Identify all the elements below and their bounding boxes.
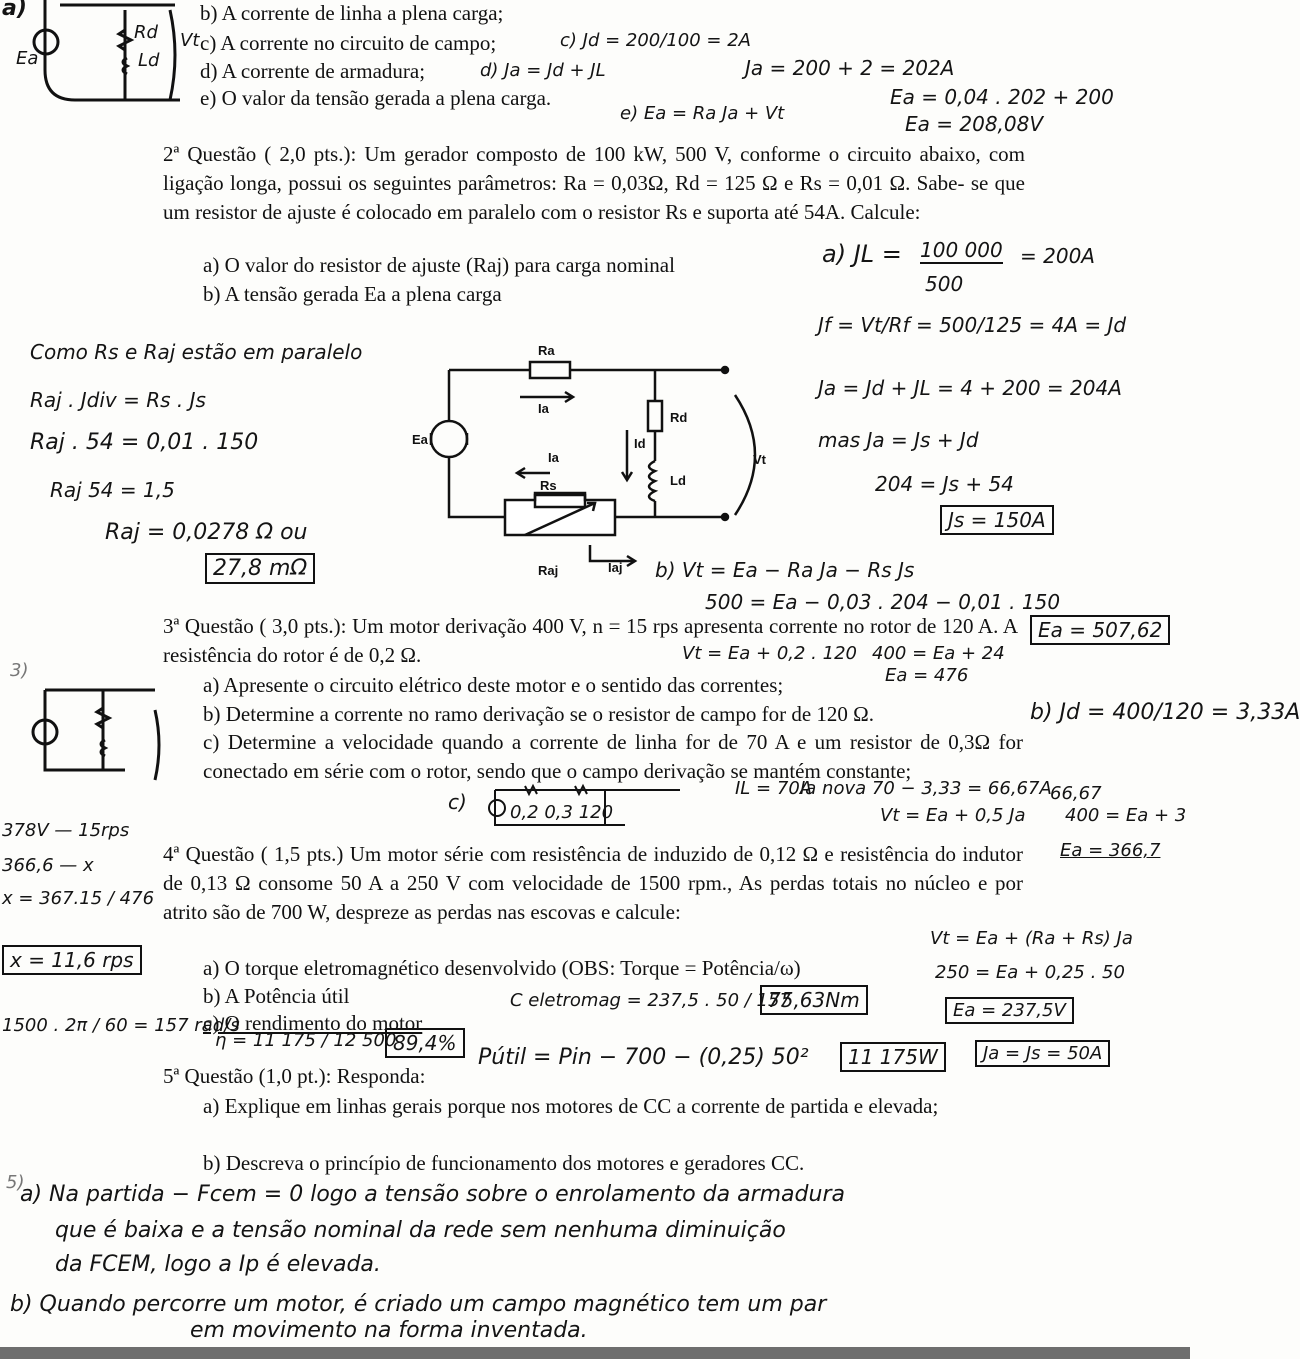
q3-hand-c-667: 66,67 xyxy=(1050,783,1102,804)
q1-hand-e-result: Ea = 208,08V xyxy=(905,112,1044,136)
q2-hand-b2: 500 = Ea − 0,03 . 204 − 0,01 . 150 xyxy=(705,590,1061,614)
q3-item-a: a) Apresente o circuito elétrico deste motor e o sentido das correntes; xyxy=(203,673,784,697)
q1-diagram-ea-label: Ea xyxy=(16,48,39,69)
q2-statement: 2ª Questão ( 2,0 pts.): Um gerador composto de 100 kW, 500 V, conforme o circuito abaixo, com ligação longa, possui os seguintes parâmetros: Ra = 0,03Ω, Rd = 125 Ω e Rs = 0,01 Ω. Sabe- se que um resistor de ajuste é colocado em paralelo com o resistor Rs e suporta até 54A. Calcule: xyxy=(163,142,1025,224)
q2-hand-mas: mas Ja = Js + Jd xyxy=(818,428,979,452)
q5-item-a: a) Explique em linhas gerais porque nos motores de CC a corrente de partida e elevada; xyxy=(203,1094,939,1118)
q4-hand-ja-box: Ja = Js = 50A xyxy=(975,1040,1110,1067)
q4-hand-putil: Pútil = Pin − 700 − (0,25) 50² xyxy=(478,1045,809,1070)
q2-label-rs: Rs xyxy=(540,478,557,493)
q2-label-id: Id xyxy=(634,436,646,451)
q3-item-b: b) Determine a corrente no ramo derivação se o resistor de campo for de 120 Ω. xyxy=(203,702,875,726)
q5-hand-num: 5) xyxy=(6,1172,25,1193)
q2-hand-a-label: a) JL = xyxy=(822,240,902,268)
q1-hand-d: d) Ja = Jd + JL xyxy=(480,60,606,81)
q3-hand-left-2: 366,6 — x xyxy=(2,855,94,876)
q2-hand-jf: Jf = Vt/Rf = 500/125 = 4A = Jd xyxy=(818,313,1127,337)
q3-hand-eq1: Vt = Ea + 0,2 . 120 xyxy=(682,643,857,664)
q4-item-b: b) A Potência útil xyxy=(203,984,350,1008)
q4-hand-eq: 250 = Ea + 0,25 . 50 xyxy=(935,962,1125,983)
q1-diagram-ld-label: Ld xyxy=(138,50,160,71)
q1-hand-e: e) Ea = Ra Ja + Vt xyxy=(620,103,785,124)
q5-hand-b1: b) Quando percorre um motor, é criado um campo magnético tem um par xyxy=(10,1292,827,1317)
q4-hand-eta-box: 89,4% xyxy=(385,1028,465,1058)
q3-handdrawn-circuit xyxy=(15,670,175,780)
q2-hand-a-result: = 200A xyxy=(1020,244,1095,268)
q2-hand-js-box: Js = 150A xyxy=(940,505,1054,535)
q2-item-a: a) O valor do resistor de ajuste (Raj) para carga nominal xyxy=(203,253,675,277)
q3-hand-b: b) Jd = 400/120 = 3,33A xyxy=(1030,700,1300,725)
q1-hand-c: c) Jd = 200/100 = 2A xyxy=(560,30,751,51)
q3-hand-left-3: x = 367.15 / 476 xyxy=(2,888,155,909)
q4-hand-vt: Vt = Ea + (Ra + Rs) Ja xyxy=(930,928,1133,949)
q2-hand-b1: b) Vt = Ea − Ra Ja − Rs Js xyxy=(655,558,915,582)
q4-hand-torque: C eletromag = 237,5 . 50 / 157 xyxy=(510,990,791,1011)
q4-hand-eta: η = 11 175 / 12 500 xyxy=(215,1030,397,1051)
q3-hand-c-values: 0,2 0,3 120 xyxy=(510,802,614,823)
q2-label-ra: Ra xyxy=(538,343,555,358)
q3-hand-eq2: 400 = Ea + 24 xyxy=(872,643,1005,664)
q3-hand-eq3: Ea = 476 xyxy=(885,665,969,686)
q3-hand-left-box: x = 11,6 rps xyxy=(2,945,142,975)
q1-item-e: e) O valor da tensão gerada a plena carga. xyxy=(200,86,552,110)
q4-hand-ea-box: Ea = 237,5V xyxy=(945,997,1074,1024)
q1-diagram-vt-label: Vt xyxy=(180,30,200,51)
q2-circuit-diagram xyxy=(405,335,785,585)
q2-hand-left-4: Raj 54 = 1,5 xyxy=(50,478,175,502)
q4-item-c: c) O rendimento do motor xyxy=(203,1011,423,1035)
q4-statement: 4ª Questão ( 1,5 pts.) Um motor série com resistência de induzido de 0,12 Ω e resistência do indutor de 0,13 Ω consome 50 A a 250 V com velocidade de 1500 rpm., As perdas totais no núcleo e por atrito são de 700 W, despreze as perdas nas escovas e calcule: xyxy=(163,842,1023,924)
scan-bottom-edge xyxy=(0,1347,1190,1359)
q2-label-ia-mid: Ia xyxy=(548,450,559,465)
q3-statement: 3ª Questão ( 3,0 pts.): Um motor derivação 400 V, n = 15 rps apresenta corrente no rotor de 120 A. A resistência do rotor é de 0,2 Ω. xyxy=(163,614,1018,667)
q3-hand-c-ea: Ea = 366,7 xyxy=(1060,840,1161,861)
q4-hand-putil-box: 11 175W xyxy=(840,1042,946,1072)
q3-hand-c-ia: Ia nova 70 − 3,33 = 66,67A xyxy=(800,778,1052,799)
q1-diagram-a-label: a) xyxy=(2,0,27,21)
q2-hand-a-den: 500 xyxy=(925,272,964,296)
q1-hand-d-result: Ja = 200 + 2 = 202A xyxy=(745,56,955,80)
q4-hand-torque-box: 75,63Nm xyxy=(760,985,868,1015)
q2-hand-left-3: Raj . 54 = 0,01 . 150 xyxy=(30,430,259,455)
q2-label-ia-top: Ia xyxy=(538,401,549,416)
q2-label-ea: Ea xyxy=(412,432,428,447)
q2-hand-b-box: Ea = 507,62 xyxy=(1030,615,1170,645)
q3-hand-num: 3) xyxy=(10,660,29,681)
q4-item-a: a) O torque eletromagnético desenvolvido (OBS: Torque = Potência/ω) xyxy=(203,956,801,980)
q1-item-c: c) A corrente no circuito de campo; xyxy=(200,31,497,55)
q2-label-ld: Ld xyxy=(670,473,686,488)
q2-hand-left-box: 27,8 mΩ xyxy=(205,553,315,584)
q5-hand-a1: a) Na partida − Fcem = 0 logo a tensão sobre o enrolamento da armadura xyxy=(20,1182,845,1207)
q3-item-c: c) Determine a velocidade quando a corrente de linha for de 70 A e um resistor de 0,3Ω for conectado em série com o rotor, sendo que o campo derivação se mantém constante; xyxy=(203,730,1023,783)
q5-statement: 5ª Questão (1,0 pt.): Responda: xyxy=(163,1064,426,1088)
q3-hand-c-il: IL = 70A xyxy=(735,778,813,799)
q3-hand-left-1: 378V — 15rps xyxy=(2,820,130,841)
q2-hand-left-2: Raj . Jdiv = Rs . Js xyxy=(30,388,206,412)
q1-hand-e-calc: Ea = 0,04 . 202 + 200 xyxy=(890,85,1114,109)
q2-label-rd: Rd xyxy=(670,410,688,425)
q5-hand-b2: em movimento na forma inventada. xyxy=(190,1318,588,1343)
q5-hand-a2: que é baixa e a tensão nominal da rede sem nenhuma diminuição xyxy=(55,1218,786,1243)
q2-hand-ja: Ja = Jd + JL = 4 + 200 = 204A xyxy=(818,376,1122,400)
q2-label-vt: Vt xyxy=(753,452,766,467)
q2-item-b: b) A tensão gerada Ea a plena carga xyxy=(203,282,502,306)
q2-hand-js-eq: 204 = Js + 54 xyxy=(875,472,1014,496)
q4-hand-omega: 1500 . 2π / 60 = 157 rad/s xyxy=(2,1015,240,1036)
q2-label-raj: Raj xyxy=(538,563,559,578)
q2-hand-a-num: 100 000 xyxy=(920,238,1003,262)
q2-hand-left-1: Como Rs e Raj estão em paralelo xyxy=(30,340,363,364)
q1-item-d: d) A corrente de armadura; xyxy=(200,59,426,83)
q5-item-b: b) Descreva o princípio de funcionamento dos motores e geradores CC. xyxy=(203,1151,805,1175)
q2-label-iaj: Iaj xyxy=(608,560,623,575)
q1-item-b: b) A corrente de linha a plena carga; xyxy=(200,1,504,25)
q5-hand-a3: da FCEM, logo a Ip é elevada. xyxy=(55,1252,381,1277)
q3-hand-c: c) xyxy=(448,790,467,814)
q3-hand-c-400: 400 = Ea + 3 xyxy=(1065,805,1187,826)
q2-hand-left-5: Raj = 0,0278 Ω ou xyxy=(105,520,308,545)
q3-hand-c-vt: Vt = Ea + 0,5 Ja xyxy=(880,805,1026,826)
q1-diagram-rd-label: Rd xyxy=(134,22,158,43)
